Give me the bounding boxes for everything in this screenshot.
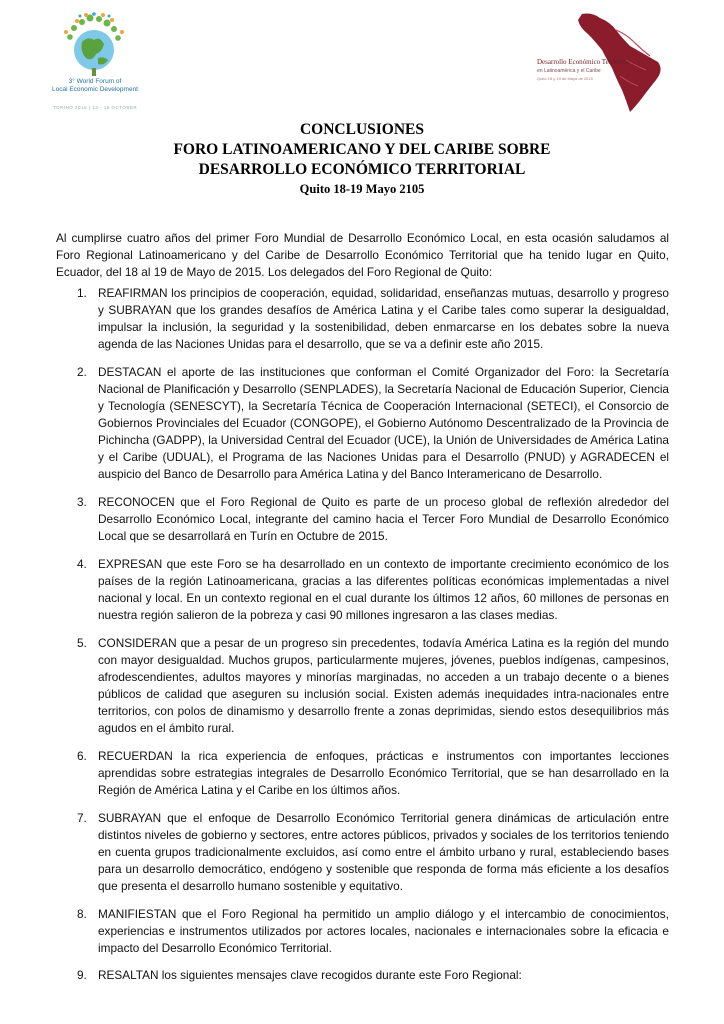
title-conclusiones: CONCLUSIONES: [299, 121, 425, 138]
list-item: [56, 748, 669, 799]
item-number: 3.: [77, 495, 87, 510]
item-text: CONSIDERAN que a pesar de un progreso sin precedentes, todavía América Latina es la región del mundo con mayor desigualdad. Muchos grupos, particularmente mujeres, jóvenes, pueblos indígenas, campesinos, afrodescendientes, adultos mayores y minorías marginadas, no acceden a un trabajo decente o a bienes públicos de calidad que aseguren su inclusión social. Existen además inequidades intra-nacionales entre territorios, con polos de dinamismo y desarrollo frente a zonas deprimidas, siendo estos desequilibrios más agudos en el ámbito rural.: [98, 635, 669, 736]
logo-caption-3: TORINO 2015 | 13 - 16 OCTOBER: [52, 105, 138, 110]
item-number: 4.: [77, 556, 87, 571]
logo-caption-1: 3° World Forum of: [68, 78, 122, 85]
item-number: 8.: [77, 906, 87, 921]
conclusions-list: [56, 285, 669, 995]
title-forum-line2: DESARROLLO ECONÓMICO TERRITORIAL: [198, 161, 526, 178]
list-item: [56, 285, 669, 353]
list-item: [56, 364, 669, 484]
item-number: 5.: [77, 635, 87, 650]
list-item: [56, 556, 669, 624]
item-text: SUBRAYAN que el enfoque de Desarrollo Económico Territorial genera dinámicas de articulación entre distintos niveles de gobierno y sectores, entre actores públicos, privados y sociales de los territorios teniendo en cuenta grupos tradicionalmente excluidos, así como entre el ámbito urbano y rural, estableciendo bases para un desarrollo democrático, endógeno y sostenible que responda de forma más eficiente a los desafíos que presenta el desarrollo humano sostenible y equitativo.: [98, 810, 669, 893]
title-forum-line1: FORO LATINOAMERICANO Y DEL CARIBE SOBRE: [173, 141, 551, 158]
list-item: [56, 635, 669, 738]
item-text: RESALTAN los siguientes mensajes clave recogidos durante este Foro Regional:: [98, 968, 522, 983]
intro-paragraph: Al cumplirse cuatro años del primer Foro Mundial de Desarrollo Económico Local, en esta ocasión saludamos al Foro Regional Latinoamericano y del Caribe de Desarrollo Económico Territorial que ha tenido lugar en Quito, Ecuador, del 18 al 19 de Mayo de 2015. Los delegados del Foro Regional de Quito:: [56, 231, 669, 279]
logo-right-date: Quito 18 y 19 de Mayo de 2015: [537, 76, 593, 81]
item-text: MANIFIESTAN que el Foro Regional ha permitido un amplio diálogo y el intercambio de conocimientos, experiencias e instrumentos utilizados por actores locales, nacionales e internacionales sobre la eficacia e impacto del Desarrollo Económico Territorial.: [98, 906, 669, 955]
item-text: RECONOCEN que el Foro Regional de Quito es parte de un proceso global de reflexión alrededor del Desarrollo Económico Local, integrante del camino hacia el Tercer Foro Mundial de Desarrollo Económico Local que se desarrollará en Turín en Octubre de 2015.: [98, 495, 669, 544]
list-item: [56, 967, 669, 984]
item-text: REAFIRMAN los principios de cooperación, equidad, solidaridad, enseñanzas mutuas, desarrollo y progreso y SUBRAYAN que los grandes desafíos de América Latina y el Caribe tales como superar la desigualdad, impulsar la inclusión, la seguridad y la sostenibilidad, deben enmarcarse en los debates sobre la nueva agenda de las Naciones Unidas para el desarrollo, que se va a definir este año 2015.: [98, 286, 669, 352]
item-text: EXPRESAN que este Foro se ha desarrollado en un contexto de importante crecimiento económico de los países de la región Latinoamericana, gracias a las diferentes políticas económicas implementadas a nivel nacional y local. En un contexto regional en el cual durante los últimos 12 años, 60 millones de personas en nuestra región salieron de la pobreza y casi 90 millones ingresaron a las clases medias.: [98, 556, 669, 623]
item-number: 1.: [77, 286, 87, 300]
title-location-date: Quito 18-19 Mayo 2105: [299, 182, 425, 196]
logo-caption-2: Local Economic Development: [52, 86, 138, 93]
list-item: [56, 906, 669, 957]
det-forum-logo: [530, 10, 680, 114]
item-text: RECUERDAN la rica experiencia de enfoques, prácticas e instrumentos con importantes lecciones aprendidas sobre estrategias integrales de Desarrollo Económico Territorial, que se han desarrollado en la Región de América Latina y el Caribe en los últimos años.: [98, 748, 669, 797]
globe-tree-icon: [52, 12, 138, 78]
item-number: 9.: [77, 968, 87, 983]
logo-right-title: Desarrollo Económico Territorial: [537, 58, 631, 66]
logo-right-subtitle: en Latinoamérica y el Caribe: [537, 68, 601, 74]
list-item: [56, 494, 669, 545]
item-number: 6.: [77, 748, 87, 763]
item-number: 7.: [77, 810, 87, 825]
item-number: 2.: [77, 364, 87, 379]
list-item: [56, 810, 669, 895]
item-text: DESTACAN el aporte de las instituciones que conforman el Comité Organizador del Foro: la Secretaría Nacional de Planificación y Desarrollo (SENPLADES), la Secretaría Nacional de Educación Superior, Ciencia y Tecnología (SENESCYT), la Secretaría Técnica de Cooperación Internacional (SETECI), el Consorcio de Gobiernos Provinciales del Ecuador (CONGOPE), el Gobierno Autónomo Descentralizado de la Provincia de Pichincha (GADPP), la Universidad Central del Ecuador (UCE), la Unión de Universidades de América Latina y el Caribe (UDUAL), el Programa de las Naciones Unidas para el Desarrollo (PNUD) y AGRADECEN el auspicio del Banco de Desarrollo para América Latina y del Banco Interamericano de Desarrollo.: [98, 364, 669, 482]
world-forum-logo: [52, 12, 138, 112]
